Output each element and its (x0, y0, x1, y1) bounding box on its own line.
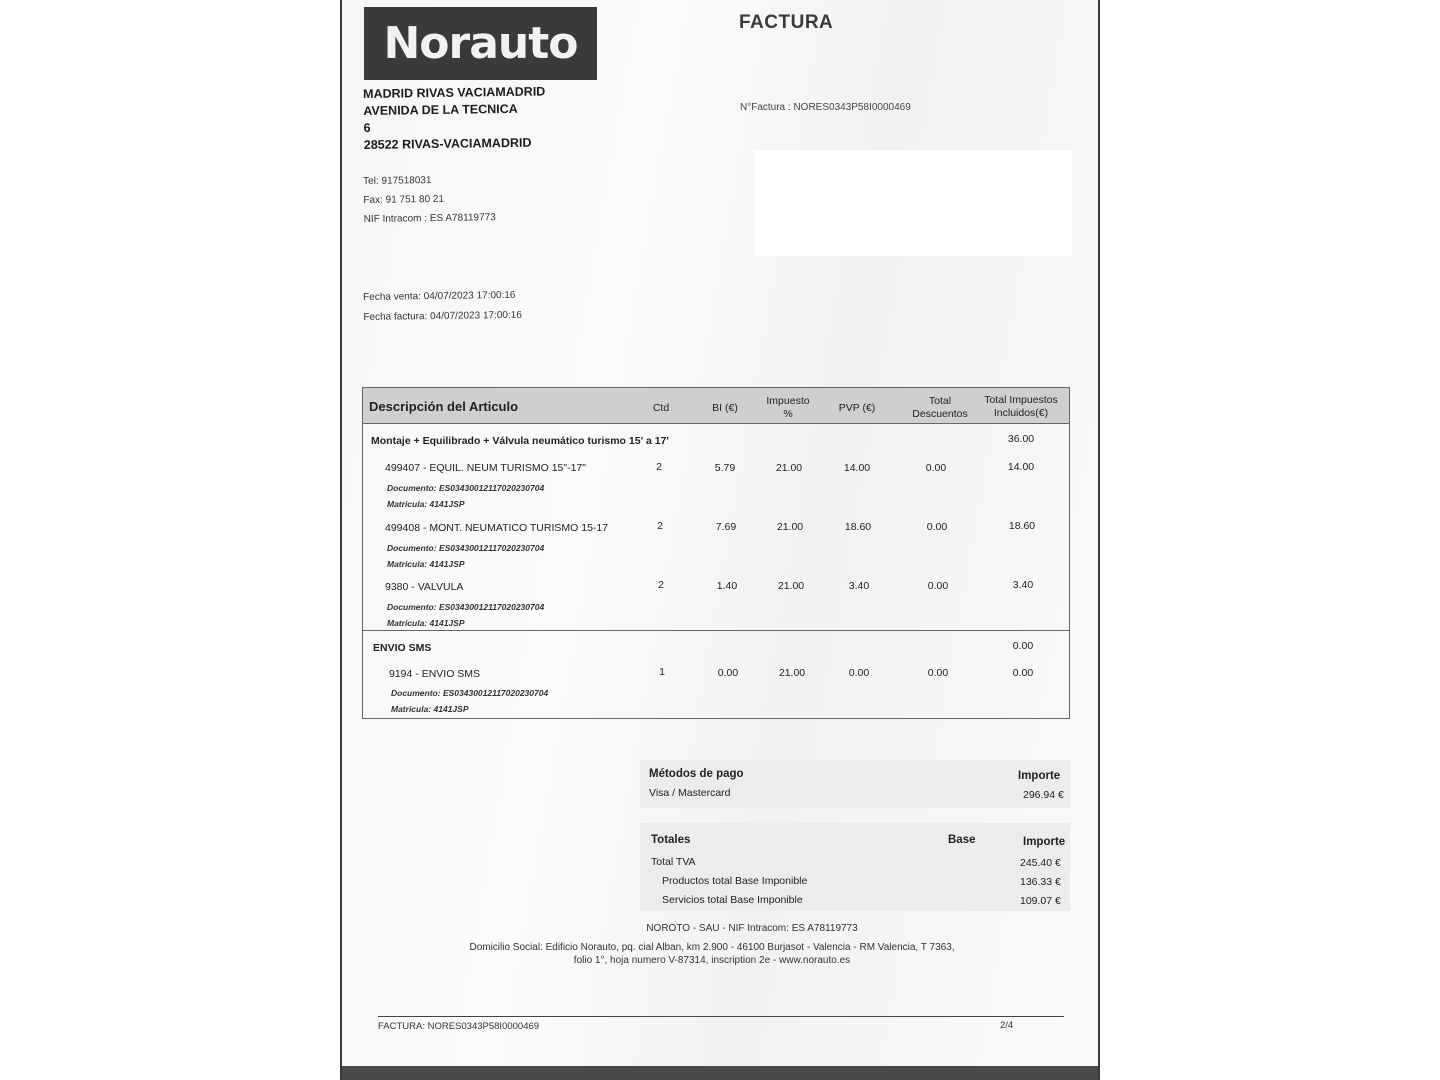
group-total: 0.00 (1012, 640, 1034, 652)
group-divider (363, 630, 1069, 631)
products-base-label: Productos total Base Imponible (662, 875, 808, 887)
store-fax: Fax: 91 751 80 21 (363, 193, 445, 206)
item-description: 499408 - MONT. NEUMATICO TURISMO 15-17 (385, 522, 609, 534)
group-title: ENVIO SMS (373, 642, 432, 654)
invoice-number: N°Factura : NORES0343P58I0000469 (740, 102, 911, 113)
payment-method: Visa / Mastercard (649, 787, 731, 799)
item-pvp: 0.00 (848, 667, 870, 679)
item-total: 0.00 (1012, 667, 1034, 679)
item-qty: 2 (658, 579, 664, 591)
header-discounts (901, 395, 979, 421)
table-header (363, 388, 1069, 424)
item-total: 3.40 (1012, 579, 1034, 591)
header-total-line2: Incluidos(€) (993, 407, 1049, 419)
item-document: Documento: ES03430012117020230704 (387, 543, 545, 553)
item-discount: 0.00 (927, 667, 949, 679)
item-plate: Matricula: 4141JSP (387, 618, 465, 628)
item-description: 9194 - ENVIO SMS (389, 668, 481, 680)
item-bi: 1.40 (716, 580, 738, 592)
header-pvp: PVP (€) (838, 402, 876, 414)
norauto-logo (364, 7, 597, 80)
header-bi: BI (€) (712, 402, 738, 414)
item-tax: 21.00 (776, 521, 804, 533)
footer-divider (378, 1016, 1064, 1017)
background-right (1100, 0, 1440, 1080)
group-title: Montaje + Equilibrado + Válvula neumático turismo 15' a 17' (371, 435, 669, 447)
header-total (977, 394, 1065, 420)
header-discounts-line1: Total (928, 395, 952, 407)
invoice-dates (363, 286, 522, 328)
logo-text: Norauto (383, 18, 578, 69)
totals-amount-label: Importe (1023, 836, 1066, 848)
item-pvp: 18.60 (844, 521, 872, 533)
address-line: 28522 RIVAS-VACIAMADRID (363, 135, 532, 152)
item-qty: 2 (657, 520, 663, 532)
item-qty: 1 (659, 666, 665, 678)
header-qty: Ctd (652, 402, 670, 414)
header-tax-line2: % (783, 408, 793, 420)
invoice-date: Fecha factura: 04/07/2023 17:00:16 (363, 309, 522, 323)
services-base-label: Servicios total Base Imponible (662, 894, 803, 906)
item-bi: 7.69 (715, 521, 737, 533)
item-document: Documento: ES03430012117020230704 (391, 688, 549, 698)
item-discount: 0.00 (925, 462, 947, 474)
item-discount: 0.00 (926, 521, 948, 533)
payment-title: Métodos de pago (649, 768, 744, 780)
header-total-line1: Total Impuestos (984, 394, 1058, 406)
item-tax: 21.00 (775, 462, 803, 474)
services-base-value: 109.07 € (1020, 895, 1061, 907)
item-tax: 21.00 (778, 667, 806, 679)
item-total: 14.00 (1007, 461, 1035, 473)
total-tva-label: Total TVA (651, 856, 696, 868)
item-pvp: 14.00 (843, 462, 871, 474)
header-tax (757, 395, 819, 421)
group-total: 36.00 (1007, 433, 1035, 445)
background-left (0, 0, 340, 1080)
item-description: 9380 - VALVULA (385, 581, 464, 593)
totals-title: Totales (651, 834, 691, 846)
store-nif: NIF Intracom : ES A78119773 (363, 212, 496, 225)
products-base-value: 136.33 € (1020, 876, 1061, 888)
items-table (362, 387, 1070, 719)
address-line: 6 (363, 120, 371, 135)
address-line: AVENIDA DE LA TECNICA (363, 101, 518, 118)
item-document: Documento: ES03430012117020230704 (387, 483, 545, 493)
document-title: FACTURA (739, 12, 834, 33)
item-discount: 0.00 (927, 580, 949, 592)
invoice-page (340, 0, 1100, 1080)
item-description: 499407 - EQUIL. NEUM TURISMO 15"-17" (385, 462, 586, 474)
item-plate: Matricula: 4141JSP (387, 559, 465, 569)
totals-box (640, 823, 1070, 911)
header-description: Descripción del Articulo (369, 399, 519, 414)
header-tax-line1: Impuesto (766, 395, 810, 407)
payment-amount-label: Importe (1018, 770, 1061, 782)
customer-address-box (754, 150, 1072, 256)
footer-invoice-number: FACTURA: NORES0343P58I0000469 (378, 1021, 540, 1032)
item-document: Documento: ES03430012117020230704 (387, 602, 545, 612)
item-bi: 5.79 (714, 462, 736, 474)
item-total: 18.60 (1008, 520, 1036, 532)
header-discounts-line2: Descuentos (912, 408, 968, 420)
item-tax: 21.00 (777, 580, 805, 592)
domicile-line2: folio 1°, hoja numero V-87314, inscription 2e - www.norauto.es (573, 955, 851, 966)
store-contact (363, 170, 496, 229)
store-address (363, 83, 546, 154)
payment-methods-box (640, 760, 1070, 808)
company-domicile (452, 941, 972, 967)
item-qty: 2 (656, 461, 662, 473)
total-tva-value: 245.40 € (1020, 857, 1061, 869)
page-bottom-shadow (342, 1066, 1100, 1080)
sale-date: Fecha venta: 04/07/2023 17:00:16 (363, 289, 516, 303)
item-pvp: 3.40 (848, 580, 870, 592)
item-bi: 0.00 (717, 667, 739, 679)
domicile-line1: Domicilio Social: Edificio Norauto, pq. cial Alban, km 2.900 - 46100 Burjasot - Valencia - RM Valencia, T 7363, (469, 942, 955, 953)
address-line: MADRID RIVAS VACIAMADRID (363, 84, 546, 101)
payment-amount: 296.94 € (1023, 789, 1064, 801)
footer-page-number: 2/4 (1000, 1020, 1014, 1031)
store-tel: Tel: 917518031 (363, 175, 432, 187)
totals-base-label: Base (948, 834, 976, 846)
company-legal-line: NOROTO - SAU - NIF Intracom: ES A78119773 (646, 923, 858, 934)
item-plate: Matricula: 4141JSP (391, 704, 469, 714)
item-plate: Matricula: 4141JSP (387, 499, 465, 509)
